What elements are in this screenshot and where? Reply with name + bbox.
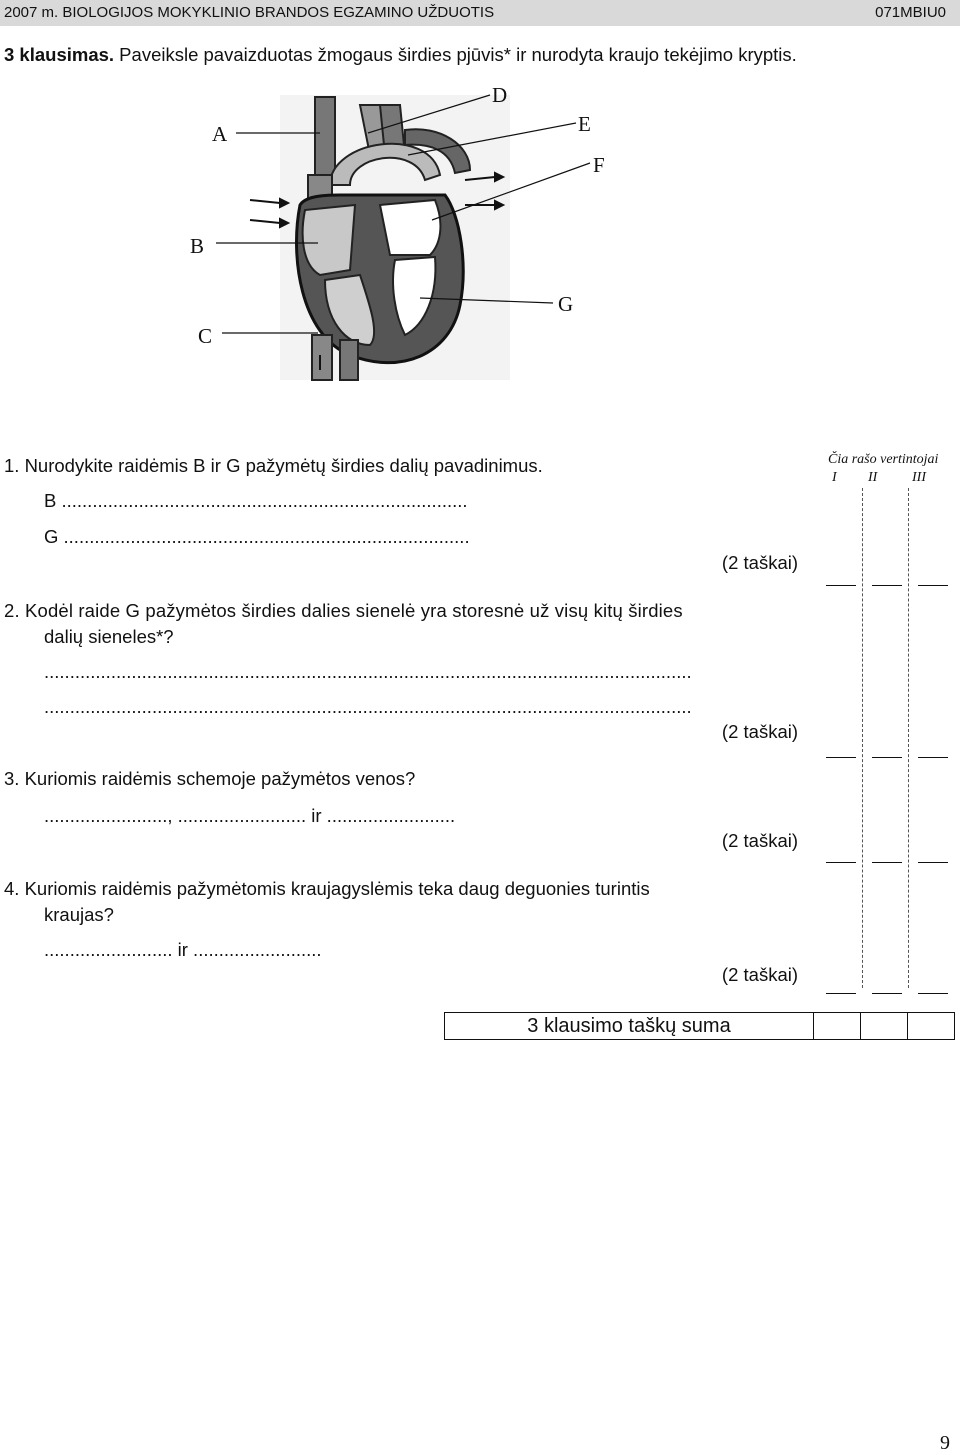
score-2-ii[interactable] — [872, 757, 902, 758]
item-1-question: 1. Nurodykite raidėmis B ir G pažymėtų širdies dalių pavadinimus. — [4, 455, 543, 476]
grader-divider-1 — [862, 488, 863, 988]
item-2-answer-line2[interactable]: .............................................................................................................................. — [44, 696, 692, 717]
item-3-points: (2 taškai) — [721, 830, 798, 851]
label-e: E — [578, 112, 591, 136]
item-4-points: (2 taškai) — [721, 964, 798, 985]
score-1-i[interactable] — [826, 585, 856, 586]
item-4-answer[interactable]: ......................... ir ......................... — [44, 939, 322, 960]
grader-col-1: I — [832, 470, 837, 485]
item-2-question-line2: dalių sieneles*? — [44, 626, 174, 647]
item-4-question-line1: 4. Kuriomis raidėmis pažymėtomis kraujagyslėmis teka daug deguonies turintis — [4, 878, 650, 899]
question-intro-text: Paveiksle pavaizduotas žmogaus širdies pjūvis* ir nurodyta kraujo tekėjimo kryptis. — [114, 44, 797, 65]
score-3-i[interactable] — [826, 862, 856, 863]
score-1-iii[interactable] — [918, 585, 948, 586]
points-sum-table — [444, 1012, 955, 1040]
item-4-question-line2: kraujas? — [44, 904, 114, 925]
score-2-i[interactable] — [826, 757, 856, 758]
score-4-ii[interactable] — [872, 993, 902, 994]
item-2-answer-line1[interactable]: .............................................................................................................................. — [44, 661, 692, 682]
item-3-answer[interactable]: ........................, ......................... ir ......................... — [44, 805, 456, 826]
sum-cell-i[interactable] — [814, 1013, 861, 1040]
score-4-i[interactable] — [826, 993, 856, 994]
question-number: 3 klausimas. — [4, 44, 115, 65]
header-code: 071MBIU0 — [875, 4, 946, 21]
item-2-question-line1: 2. Kodėl raide G pažymėtos širdies dalies sienelė yra storesnė už visų kitų širdies — [4, 600, 683, 621]
score-2-iii[interactable] — [918, 757, 948, 758]
label-g: G — [558, 292, 574, 316]
sum-cell-iii[interactable] — [908, 1013, 955, 1040]
item-3-question: 3. Kuriomis raidėmis schemoje pažymėtos venos? — [4, 768, 416, 789]
label-f: F — [593, 153, 605, 177]
points-sum-label: 3 klausimo taškų suma — [445, 1013, 814, 1040]
label-c: C — [198, 324, 213, 348]
grader-title: Čia rašo vertintojai — [828, 452, 939, 467]
score-4-iii[interactable] — [918, 993, 948, 994]
grader-col-2: II — [868, 470, 878, 485]
page-number: 9 — [940, 1432, 950, 1454]
grader-divider-2 — [908, 488, 909, 988]
label-b: B — [190, 234, 205, 258]
score-3-iii[interactable] — [918, 862, 948, 863]
score-3-ii[interactable] — [872, 862, 902, 863]
score-1-ii[interactable] — [872, 585, 902, 586]
item-1-points: (2 taškai) — [721, 552, 798, 573]
sum-cell-ii[interactable] — [861, 1013, 908, 1040]
label-a: A — [212, 122, 228, 146]
label-d: D — [492, 83, 508, 107]
grader-col-3: III — [912, 470, 926, 485]
item-1-answer-b[interactable]: B ............................................................................... — [44, 490, 468, 511]
header-title: 2007 m. BIOLOGIJOS MOKYKLINIO BRANDOS EGZAMINO UŽDUOTIS — [4, 4, 495, 21]
item-2-points: (2 taškai) — [721, 721, 798, 742]
label-pointers — [0, 0, 960, 400]
item-1-answer-g[interactable]: G ............................................................................... — [44, 526, 470, 547]
